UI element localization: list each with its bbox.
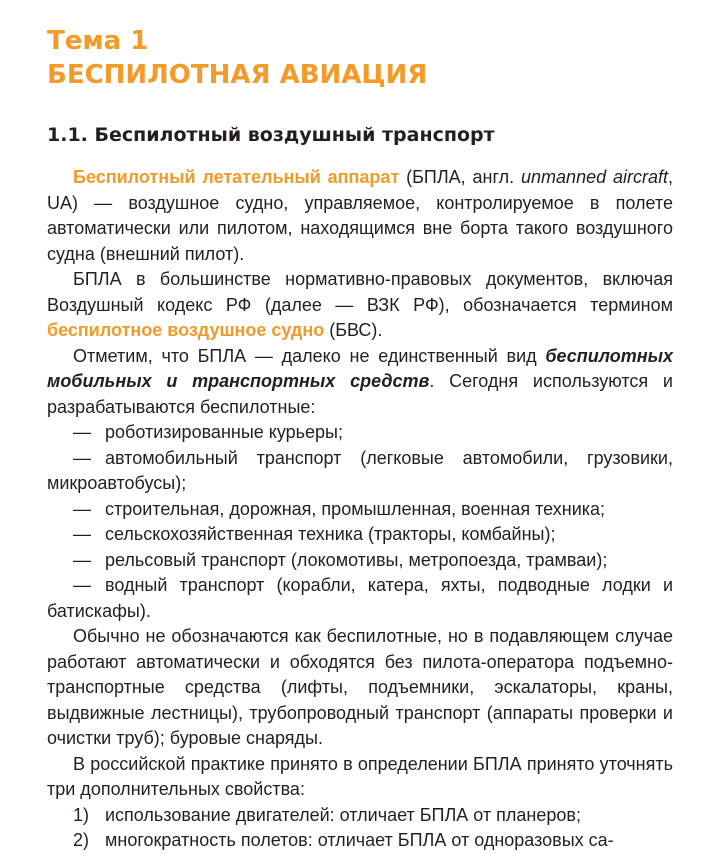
paragraph-text: , UA) — воздушное судно, управляемое, контролируемое в полете автоматически или пилотом, находящимся вне борта такого воздушного судна (внешний пилот). [47,167,673,264]
term-highlight: беспилотное воздушное судно [47,320,325,340]
page-content [47,24,673,854]
topic-label: Тема 1 [47,26,149,56]
dash-marker: — [73,549,91,570]
dash-marker: — [73,498,91,519]
dash-marker: — [73,524,91,544]
english-term: unmanned aircraft [521,167,668,187]
list-item-text: автомобильный транспорт (легковые автомобили, грузовики, микроавтобусы); [47,447,673,493]
dash-marker: — [73,575,91,595]
list-item [47,573,673,624]
section-title: 1.1. Беспилотный воздушный транспорт [47,124,495,146]
list-item-text: использование двигателей: отличает БПЛА от планеров; [105,804,581,825]
topic-title: БЕСПИЛОТНАЯ АВИАЦИЯ [47,60,428,90]
list-item [47,828,673,854]
dash-marker: — [73,447,91,468]
numbered-list [47,803,673,854]
emphasis-text: беспилотных мобильных и транспортных средств [47,345,673,391]
paragraph-intro-list [47,344,673,421]
dash-marker: — [73,422,91,442]
paragraph-text: (БВС). [324,320,383,340]
list-item [47,497,673,523]
paragraph-text: (БПЛА, англ. [399,167,522,187]
list-item [47,522,673,548]
list-item [47,548,673,574]
list-item-text: рельсовый транспорт (локомотивы, метропоезда, трамваи); [105,549,608,570]
paragraph-russian-practice: В российской практике принято в определении БПЛА принято уточнять три дополнительных свойства: [47,753,673,799]
list-item [47,420,673,446]
paragraph-text: БПЛА в большинстве нормативно-правовых документов, включая Воздушный кодекс РФ (далее — ВЗК РФ), обозначается термином [47,269,673,315]
list-item-text: многократность полетов: отличает БПЛА от одноразовых са- [105,830,614,850]
list-item [47,446,673,497]
list-item-text: водный транспорт (корабли, катера, яхты, подводные лодки и батискафы). [47,575,673,621]
number-marker: 2) [73,830,90,850]
term-highlight: Беспилотный летательный аппарат [73,167,400,187]
paragraph-text: . Сегодня используются и разрабатываются беспилотные: [47,371,673,417]
list-item [47,803,673,829]
number-marker: 1) [73,804,90,825]
paragraph-definition [47,165,673,267]
paragraph-other-vehicles: Обычно не обозначаются как беспилотные, но в подавляющем случае работают автоматически и обходятся без пилота-оператора подъемно-транспортные средства (лифты, подъемники, эскалаторы, краны, выдвижные лестницы), трубопроводный транспорт (аппараты проверки и очистки труб); буровые снаряды. [47,626,673,748]
paragraph-text: Отметим, что БПЛА — далеко не единственный вид [73,345,546,366]
body-text [47,165,673,854]
list-item-text: роботизированные курьеры; [105,422,343,442]
list-item-text: строительная, дорожная, промышленная, военная техника; [105,498,606,519]
list-item-text: сельскохозяйственная техника (тракторы, комбайны); [105,524,556,544]
paragraph-terminology [47,267,673,344]
dash-list [47,420,673,624]
